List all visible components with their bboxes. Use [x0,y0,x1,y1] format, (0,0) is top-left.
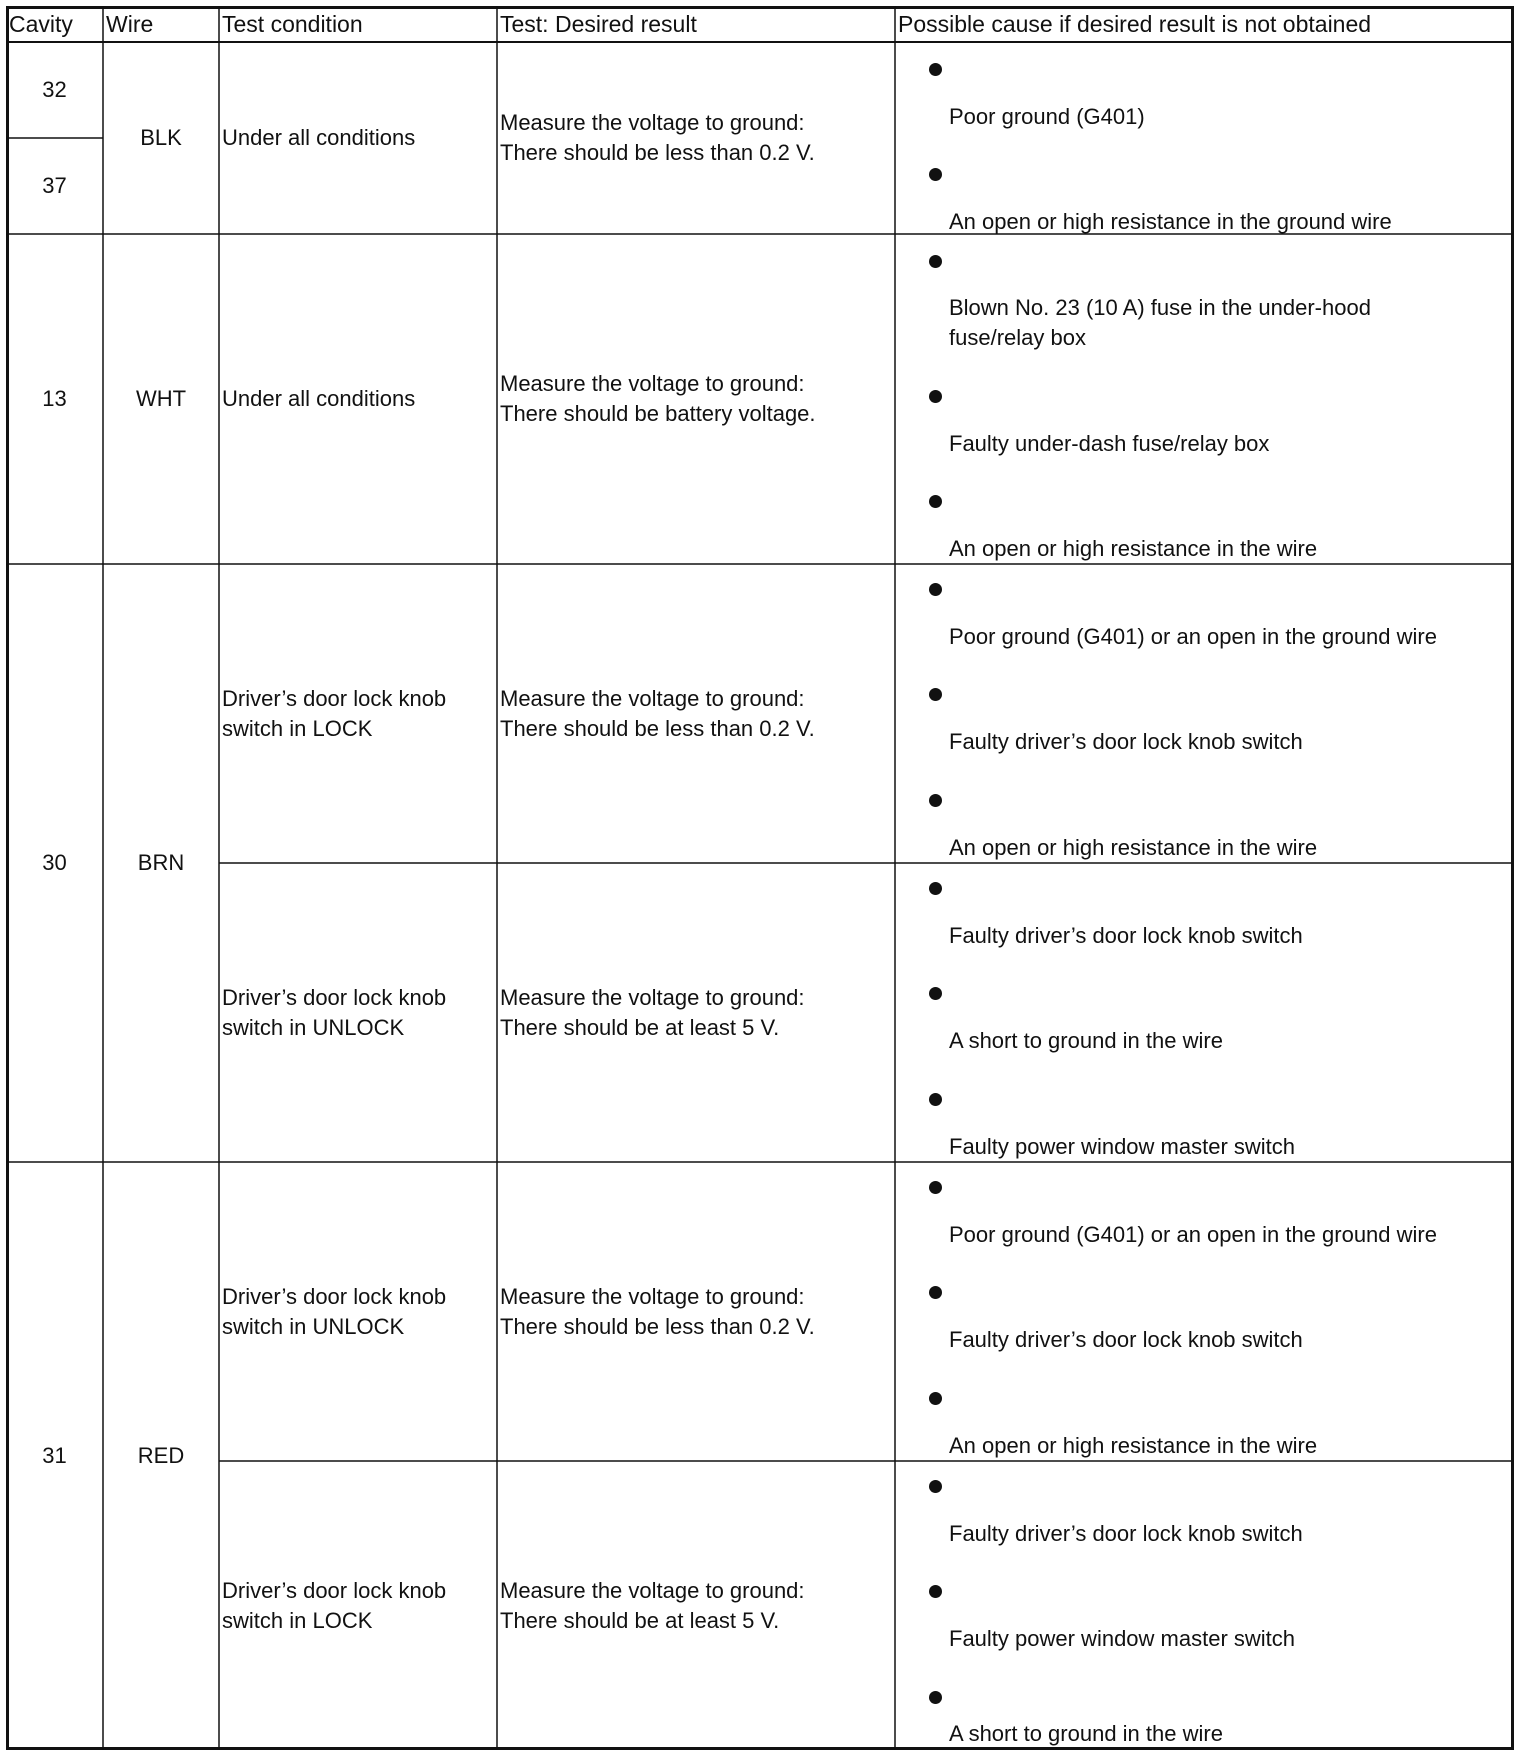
cause-item: Faulty power window master switch [949,1134,1296,1159]
cause-item: A short to ground in the wire [949,1028,1223,1053]
possible-cause-cell [895,1162,1514,1461]
condition-line: Driver’s door lock knob [222,1577,447,1603]
cause-item: Faulty driver’s door lock knob switch [949,923,1303,948]
header-possible-cause: Possible cause if desired result is not obtained [898,11,1372,37]
bullet-icon [929,688,942,701]
result-line: There should be at least 5 V. [500,1607,780,1633]
condition-line: switch in LOCK [222,1607,373,1633]
cavity-cell: 30 [42,850,67,875]
wire-color-cell: RED [137,1443,185,1468]
cause-item: Faulty driver’s door lock knob switch [949,1327,1303,1352]
header-desired-result: Test: Desired result [500,11,697,37]
condition-line: switch in UNLOCK [222,1014,405,1040]
result-line: There should be battery voltage. [500,401,816,426]
cavity-cell: 37 [42,173,67,198]
bullet-icon [929,1392,942,1405]
result-line: There should be at least 5 V. [500,1014,780,1040]
possible-cause-cell [895,564,1514,863]
wire-color-cell: BLK [140,125,182,150]
cavity-cell: 13 [42,386,67,411]
cause-item: An open or high resistance in the wire [949,1433,1318,1458]
cause-item: Poor ground (G401) or an open in the ground wire [949,1222,1437,1247]
result-line: Measure the voltage to ground: [500,1577,805,1603]
result-line: There should be less than 0.2 V. [500,1313,815,1339]
bullet-icon [929,255,942,268]
bullet-icon [929,1286,942,1299]
desired-result-cell [497,1162,895,1461]
condition-line: Under all conditions [222,386,416,411]
result-line: Measure the voltage to ground: [500,1283,805,1309]
cause-item: An open or high resistance in the wire [949,536,1318,561]
bullet-icon [929,1181,942,1194]
desired-result-cell [497,564,895,863]
cause-item: Faulty driver’s door lock knob switch [949,729,1303,754]
possible-cause-cell [895,863,1514,1162]
test-condition-cell [219,1461,497,1750]
test-condition-cell [219,863,497,1162]
desired-result-cell [497,1461,895,1750]
bullet-icon [929,390,942,403]
header-test-condition: Test condition [222,11,363,37]
result-line: Measure the voltage to ground: [500,110,805,135]
possible-cause-cell [895,1461,1514,1750]
cause-item: An open or high resistance in the ground wire [949,209,1392,234]
header-cavity: Cavity [9,11,73,37]
cause-item: Faulty power window master switch [949,1626,1296,1651]
cause-item: An open or high resistance in the wire [949,835,1318,860]
result-line: There should be less than 0.2 V. [500,140,815,165]
cause-item: Blown No. 23 (10 A) fuse in the under-hood fuse/relay box [949,295,1371,350]
connector-test-table [6,6,1514,1750]
possible-cause-cell [895,42,1514,234]
cause-item: Poor ground (G401) [949,104,1145,129]
condition-line: switch in UNLOCK [222,1313,405,1339]
possible-cause-cell [895,234,1514,564]
header-wire: Wire [106,11,154,37]
cause-item: Poor ground (G401) or an open in the ground wire [949,624,1437,649]
bullet-icon [929,168,942,181]
bullet-icon [929,1691,942,1704]
result-line: Measure the voltage to ground: [500,371,805,396]
bullet-icon [929,1480,942,1493]
result-line: There should be less than 0.2 V. [500,715,815,741]
condition-line: switch in LOCK [222,715,373,741]
condition-line: Driver’s door lock knob [222,685,447,711]
desired-result-cell [497,234,895,564]
bullet-icon [929,583,942,596]
condition-line: Driver’s door lock knob [222,1283,447,1309]
cavity-cell: 32 [42,77,67,102]
bullet-icon [929,882,942,895]
bullet-icon [929,987,942,1000]
result-line: Measure the voltage to ground: [500,685,805,711]
test-condition-cell [219,1162,497,1461]
cause-item: A short to ground in the wire [949,1721,1223,1746]
bullet-icon [929,63,942,76]
test-condition-cell [219,42,497,234]
cause-item: Faulty driver’s door lock knob switch [949,1521,1303,1546]
test-condition-cell [219,564,497,863]
bullet-icon [929,794,942,807]
bullet-icon [929,495,942,508]
cause-item: Faulty under-dash fuse/relay box [949,431,1270,456]
test-condition-cell [219,234,497,564]
bullet-icon [929,1093,942,1106]
wire-color-cell: WHT [135,386,187,411]
wire-color-cell: BRN [137,850,185,875]
cavity-cell: 31 [42,1443,67,1468]
desired-result-cell [497,42,895,234]
condition-line: Under all conditions [222,125,416,150]
desired-result-cell [497,863,895,1162]
condition-line: Driver’s door lock knob [222,984,447,1010]
bullet-icon [929,1585,942,1598]
result-line: Measure the voltage to ground: [500,984,805,1010]
